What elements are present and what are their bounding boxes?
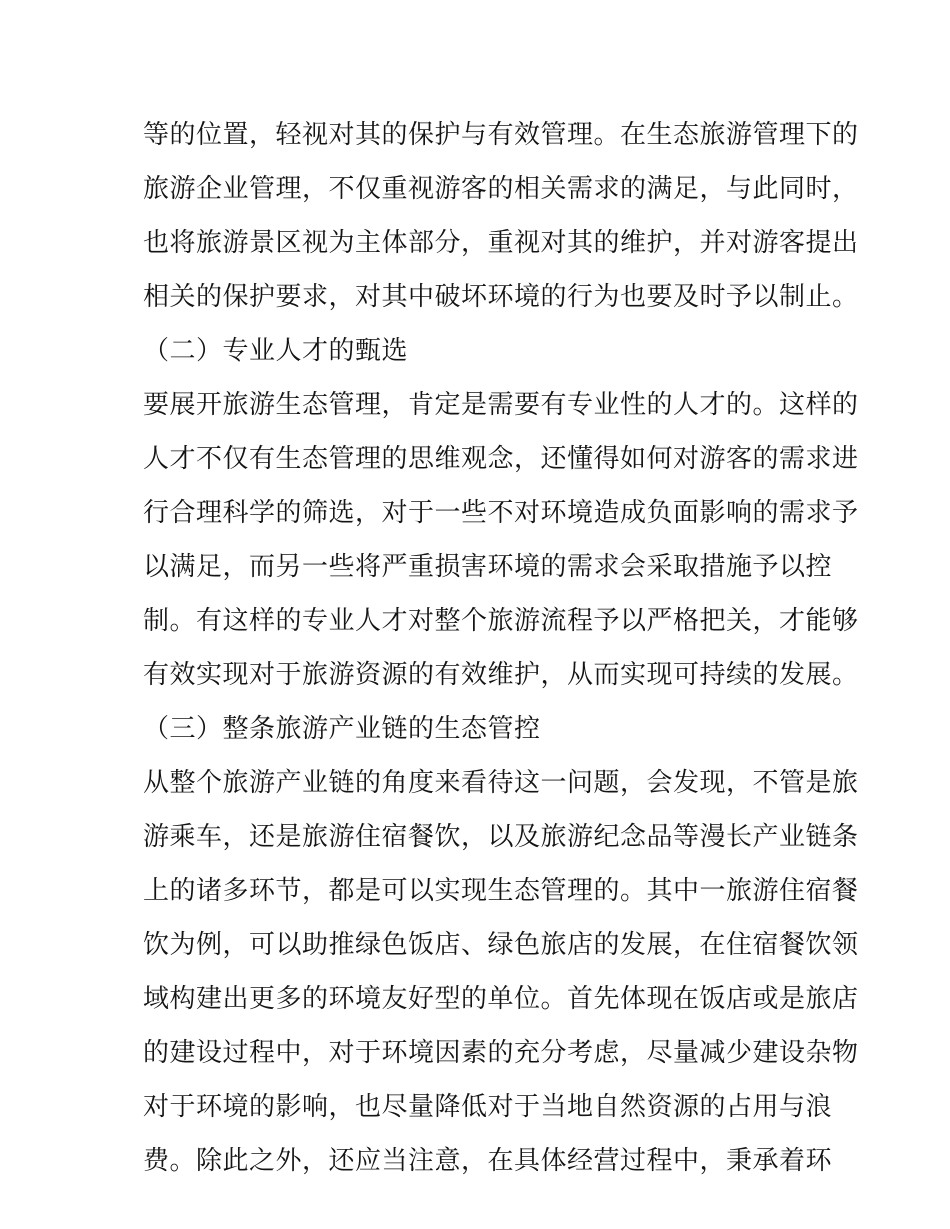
text-line: 饮为例，可以助推绿色饭店、绿色旅店的发展，在住宿餐饮领 [143, 930, 859, 960]
text-line: 从整个旅游产业链的角度来看待这一问题，会发现，不管是旅 [143, 768, 859, 798]
text-line: 有效实现对于旅游资源的有效维护，从而实现可持续的发展。 [143, 660, 859, 690]
body-text [143, 108, 859, 1188]
section-heading-2: （二）专业人才的甄选 [143, 336, 409, 366]
text-line: 上的诸多环节，都是可以实现生态管理的。其中一旅游住宿餐 [143, 876, 859, 906]
text-line: 相关的保护要求，对其中破坏环境的行为也要及时予以制止。 [143, 282, 859, 312]
text-line: 人才不仅有生态管理的思维观念，还懂得如何对游客的需求进 [143, 444, 859, 474]
text-line: 行合理科学的筛选，对于一些不对环境造成负面影响的需求予 [143, 498, 859, 528]
text-line: 制。有这样的专业人才对整个旅游流程予以严格把关，才能够 [143, 606, 859, 636]
text-line: 的建设过程中，对于环境因素的充分考虑，尽量减少建设杂物 [143, 1038, 859, 1068]
text-line: 游乘车，还是旅游住宿餐饮，以及旅游纪念品等漫长产业链条 [143, 822, 859, 852]
text-line: 等的位置，轻视对其的保护与有效管理。在生态旅游管理下的 [143, 120, 859, 150]
text-line: 以满足，而另一些将严重损害环境的需求会采取措施予以控 [143, 552, 833, 582]
text-line: 旅游企业管理，不仅重视游客的相关需求的满足，与此同时， [143, 174, 859, 204]
text-line: 也将旅游景区视为主体部分，重视对其的维护，并对游客提出 [143, 228, 859, 258]
section-heading-3: （三）整条旅游产业链的生态管控 [143, 714, 541, 744]
text-line: 要展开旅游生态管理，肯定是需要有专业性的人才的。这样的 [143, 390, 859, 420]
text-line: 域构建出更多的环境友好型的单位。首先体现在饭店或是旅店 [143, 984, 859, 1014]
text-line: 对于环境的影响，也尽量降低对于当地自然资源的占用与浪 [143, 1092, 833, 1122]
text-line: 费。除此之外，还应当注意，在具体经营过程中，秉承着环 [143, 1146, 833, 1176]
